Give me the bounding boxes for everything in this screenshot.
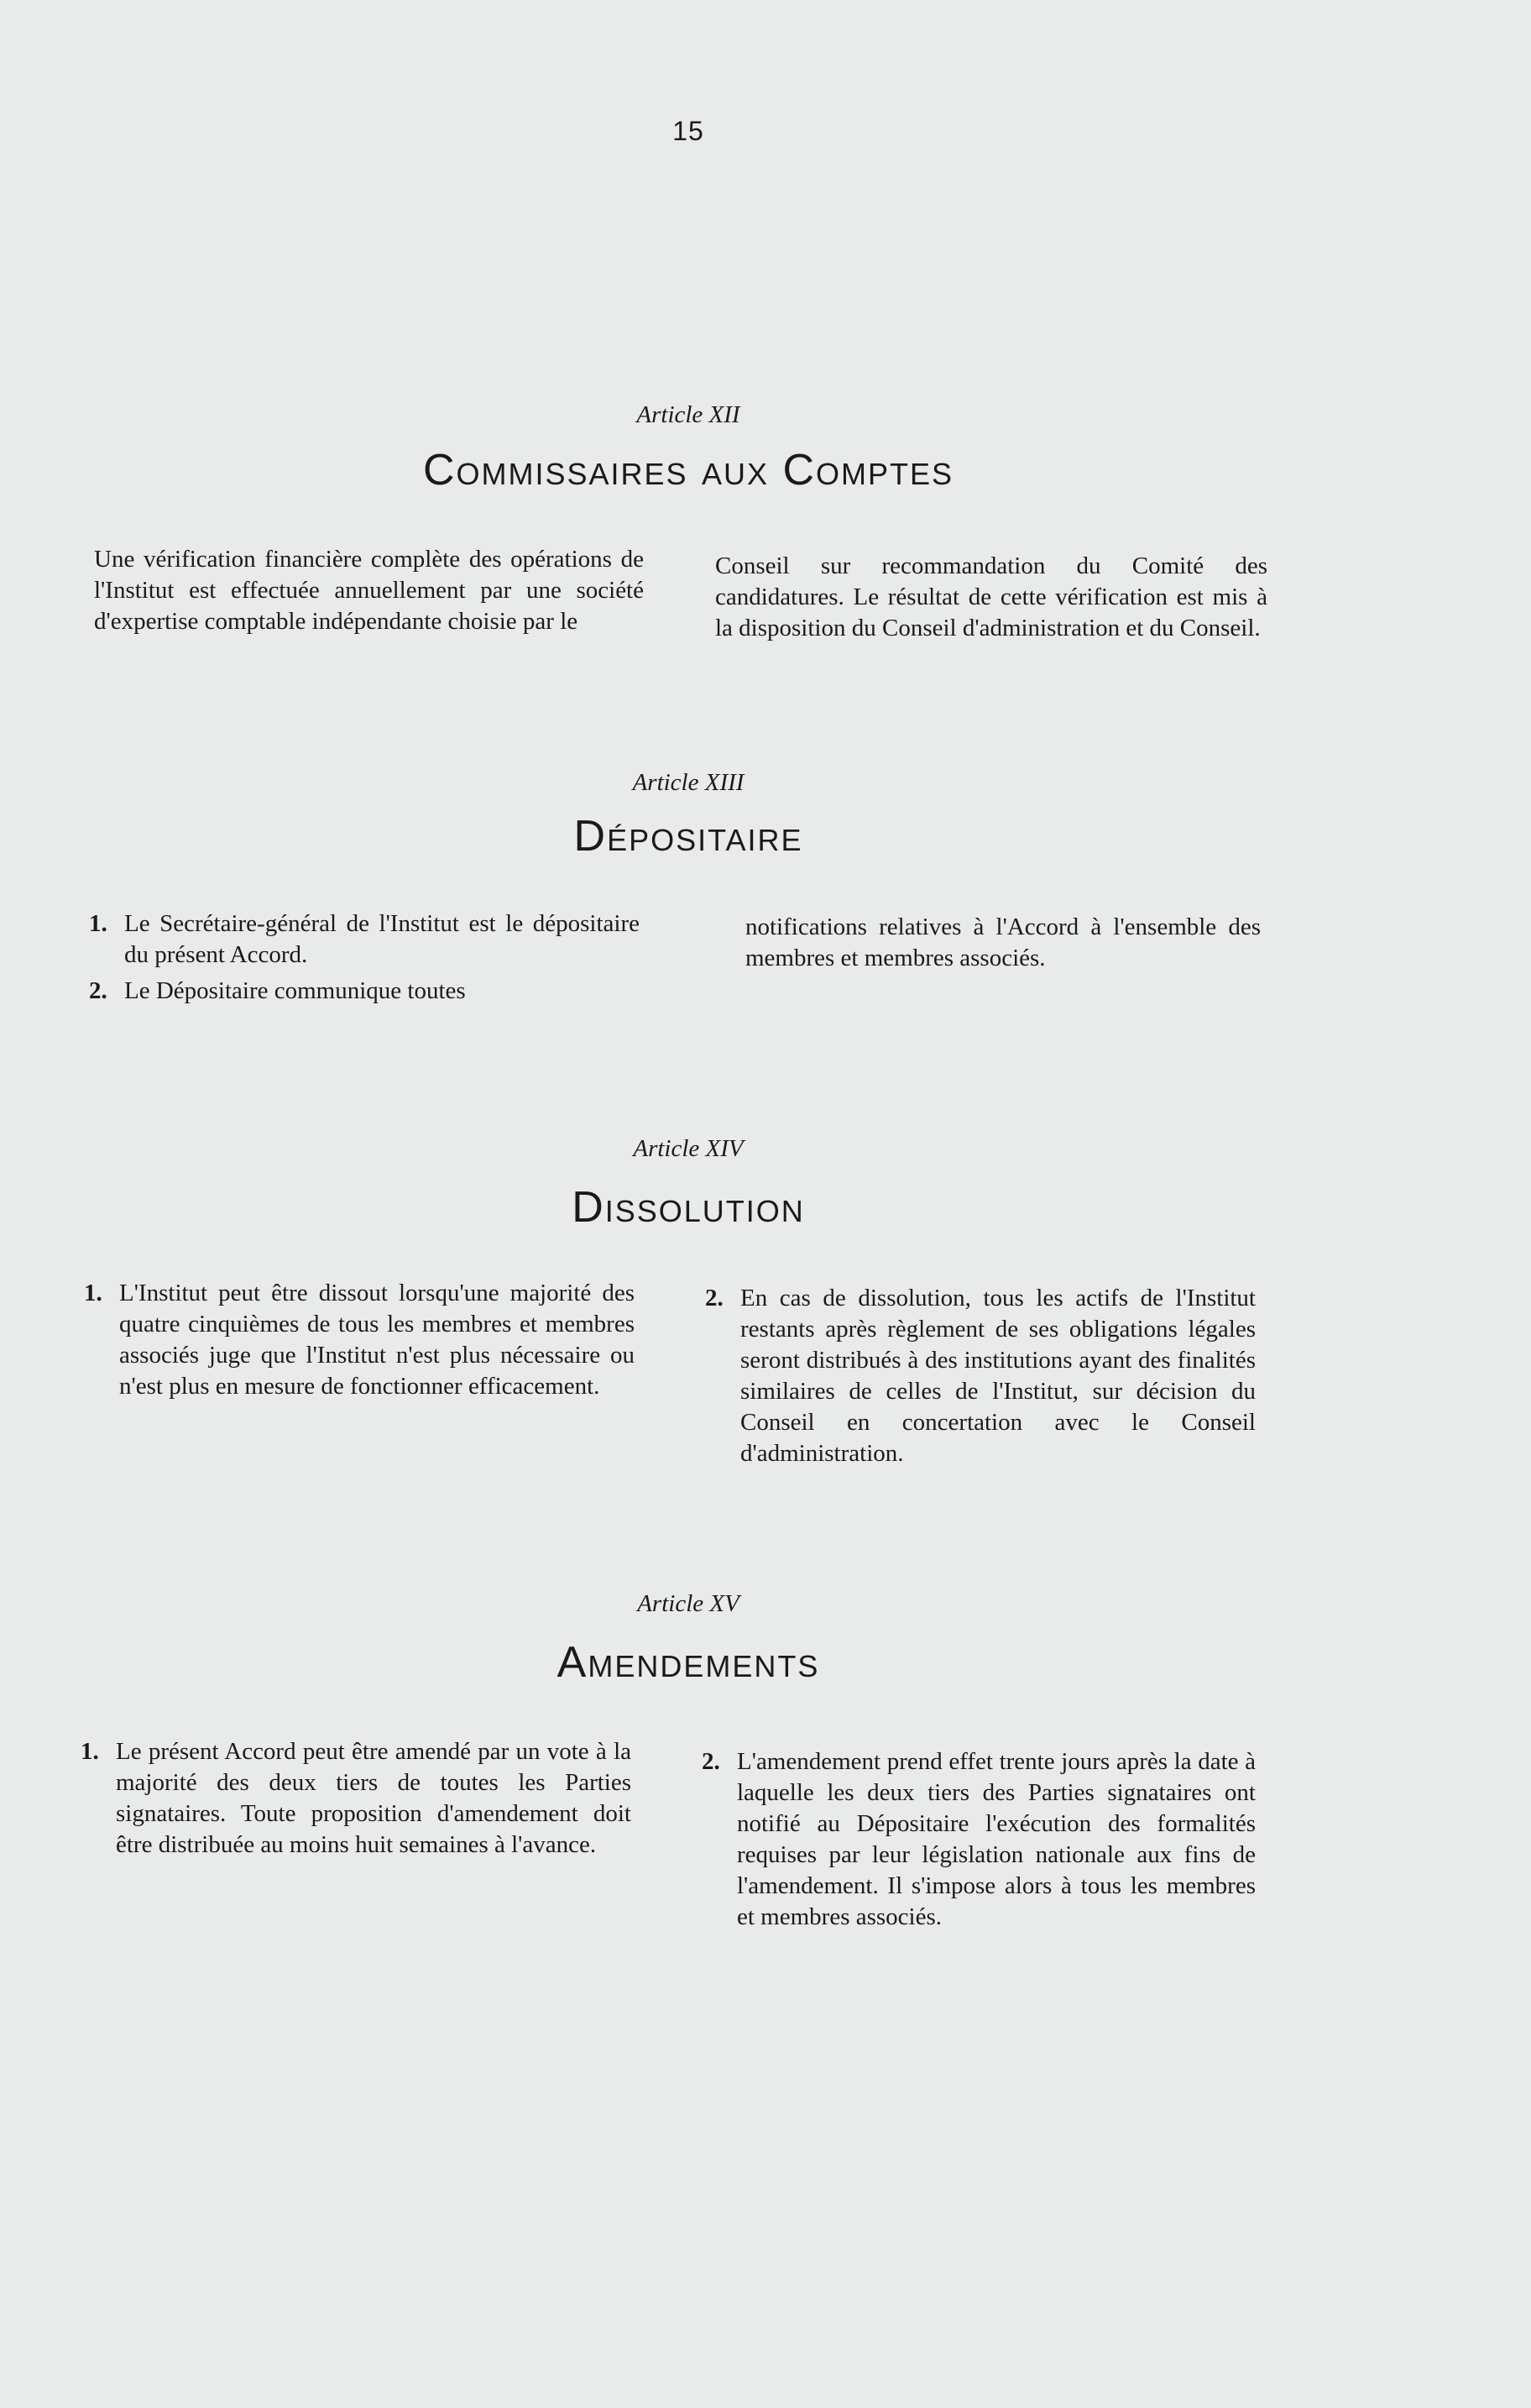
item-number: 2.: [89, 977, 107, 1004]
item-text: En cas de dissolution, tous les actifs de l'Institut restants après règlement de ses obligations légales seront distribués à des institutions ayant des finalités similaires de celles de l'Institut, sur décision du Conseil en concertation avec le Conseil d'administration.: [740, 1285, 1256, 1467]
article-14-left-column: [84, 1278, 635, 1402]
item-text: L'Institut peut être dissout lorsqu'une majorité des quatre cinquièmes de tous les membres et membres associés juge que l'Institut n'est plus nécessaire ou n'est plus en mesure de fonctionner efficacement.: [119, 1280, 635, 1400]
article-14-item-2: [705, 1283, 1256, 1469]
item-number: 1.: [89, 910, 107, 937]
article-13-label: Article XIII: [632, 769, 745, 796]
article-14-label: Article XIV: [633, 1135, 744, 1162]
article-12-label: Article XII: [636, 401, 740, 428]
article-15-right-column: [702, 1746, 1256, 1933]
item-text: Le Dépositaire communique toutes: [124, 977, 466, 1004]
item-text: Le présent Accord peut être amendé par un vote à la majorité des deux tiers de toutes les Parties signataires. Toute proposition d'amendement doit être distribuée au moins huit semaines à l'avance.: [116, 1738, 631, 1858]
article-14-item-1: [84, 1278, 635, 1402]
item-number: 2.: [705, 1285, 724, 1311]
article-15-item-1: [81, 1736, 631, 1861]
item-number: 2.: [702, 1748, 720, 1775]
article-12-right-paragraph: Conseil sur recommandation du Comité des candidatures. Le résultat de cette vérification est mis à la disposition du Conseil d'administration et du Conseil.: [715, 552, 1267, 641]
article-13-item-1: [89, 908, 640, 971]
item-number: 1.: [81, 1738, 99, 1765]
item-number: 1.: [84, 1280, 102, 1306]
article-13-title: Dépositaire: [573, 812, 803, 861]
article-15-left-column: [81, 1736, 631, 1861]
article-13-left-column: [89, 908, 640, 1007]
item-text: Le Secrétaire-général de l'Institut est le dépositaire du présent Accord.: [124, 910, 640, 968]
article-15-title: Amendements: [556, 1638, 820, 1687]
article-12-left-paragraph: Une vérification financière complète des opérations de l'Institut est effectuée annuellement par une société d'expertise comptable indépendante choisie par le: [94, 546, 644, 635]
item-text: L'amendement prend effet trente jours après la date à laquelle les deux tiers des Parties signataires ont notifié au Dépositaire l'exécution des formalités requises par leur législation nationale aux fins de l'amendement. Il s'impose alors à tous les membres et membres associés.: [737, 1748, 1256, 1930]
article-12-title: Commissaires aux Comptes: [422, 446, 954, 495]
article-15-label: Article XV: [637, 1590, 739, 1617]
article-14-title: Dissolution: [572, 1183, 805, 1232]
article-13-item-2: [89, 976, 640, 1007]
article-13-right-paragraph: notifications relatives à l'Accord à l'ensemble des membres et membres associés.: [745, 913, 1261, 971]
page-number: 15: [672, 116, 704, 146]
article-14-right-column: [705, 1283, 1256, 1469]
article-15-item-2: [702, 1746, 1256, 1933]
